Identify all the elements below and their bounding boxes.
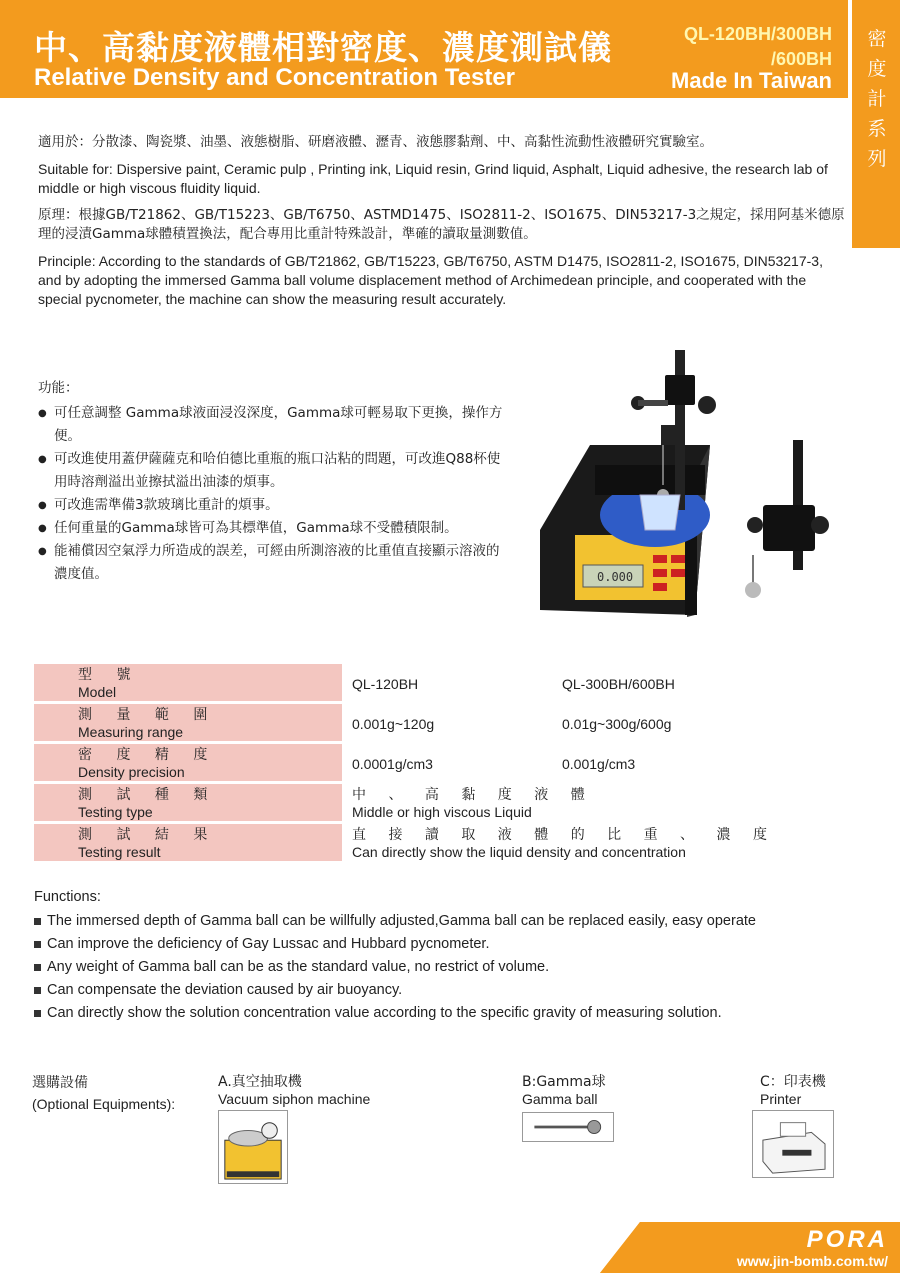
spec-row [34, 784, 824, 824]
beaker [640, 495, 680, 530]
spec-label-zh: 測 試 種 類 [78, 787, 218, 803]
option-b-en: Gamma ball [522, 1091, 598, 1107]
vacuum-siphon-image [218, 1110, 288, 1184]
spec-label-en: Density precision [78, 764, 185, 780]
function-en-item: Can compensate the deviation caused by air buoyancy. [34, 979, 834, 1002]
side-char: 度 [867, 58, 887, 80]
side-tab-density-series [850, 0, 900, 248]
printer-image [752, 1110, 834, 1178]
product-illustration [535, 345, 835, 645]
website-url[interactable]: www.jin-bomb.com.tw/ [736, 1253, 888, 1269]
features-zh [38, 377, 508, 586]
gamma-ball-spare [745, 582, 761, 598]
option-a-zh: A.真空抽取機 [218, 1074, 302, 1090]
intro-section [38, 133, 848, 317]
spec-label [34, 744, 342, 781]
spec-label [34, 784, 342, 821]
spec-label-zh: 型 號 [78, 667, 141, 683]
apply-zh: 適用於：分散漆、陶瓷漿、油墨、液態樹脂、研磨液體、瀝青、液態膠黏劑、中、高黏性流動性液體研究實驗室。 [38, 134, 713, 150]
spec-label [34, 824, 342, 861]
function-en-item: Can directly show the solution concentration value according to the specific gravity of measuring solution. [34, 1002, 834, 1025]
lcd-value: 0.000 [597, 570, 634, 584]
feature-zh-item: ● 可任意調整 Gamma球液面浸沒深度，Gamma球可輕易取下更換，操作方便。 [38, 402, 508, 448]
spec-value-wide [342, 784, 824, 821]
spec-value-wide [342, 824, 824, 861]
option-gamma-ball [522, 1074, 606, 1108]
option-c-zh: C：印表機 [760, 1074, 826, 1090]
spec-value-zh: 直 接 讀 取 液 體 的 比 重 、 濃 度 [352, 827, 776, 843]
spec-label-zh: 密 度 精 度 [78, 747, 218, 763]
side-char: 列 [867, 148, 887, 170]
spec-value-zh: 中 、 高 黏 度 液 體 [352, 787, 594, 803]
feature-zh-item: ● 可改進使用蓋伊薩薩克和哈伯德比重瓶的瓶口沾粘的問題，可改進Q88杯使用時溶劑溢出並擦拭溢出油漆的煩事。 [38, 448, 508, 494]
optional-equipment-label [32, 1073, 175, 1115]
optional-label-en: (Optional Equipments): [32, 1096, 176, 1112]
model-line-1: QL-120BH/300BH [683, 24, 832, 44]
spec-row [34, 664, 824, 704]
option-printer [760, 1074, 826, 1108]
pora-logo: PORA [806, 1226, 888, 1253]
spec-label-en: Measuring range [78, 724, 184, 740]
function-en-item: Any weight of Gamma ball can be as the standard value, no restrict of volume. [34, 956, 834, 979]
function-en-item: Can improve the deficiency of Gay Lussac and Hubbard pycnometer. [34, 933, 834, 956]
spec-value-300bh: 0.001g/cm3 [562, 756, 636, 772]
spec-value-300bh: 0.01g~300g/600g [562, 716, 672, 732]
title-en: Relative Density and Concentration Tester [34, 64, 516, 91]
title-zh: 中、高黏度液體相對密度、濃度測試儀 [34, 28, 612, 67]
spec-row [34, 744, 824, 784]
spec-value-300bh: QL-300BH/600BH [562, 676, 675, 692]
spec-label-zh: 測 量 範 圍 [78, 707, 218, 723]
spec-label-en: Testing result [78, 844, 161, 860]
functions-en [34, 886, 834, 1025]
option-c-en: Printer [760, 1091, 802, 1107]
side-char: 計 [867, 88, 887, 110]
spec-value-120bh: QL-120BH [352, 676, 419, 692]
spec-label-en: Model [78, 684, 117, 700]
principle-en: Principle: According to the standards of GB/T21862, GB/T15223, GB/T6750, ASTM D1475, ISO2811-2, ISO1675, DIN53217-3, and by adopting the immersed Gamma ball volume displacement method of Archimedean principle, and cooperated with the special pycnometer, the machine can show the measuring result accurately. [38, 253, 823, 307]
function-en-item: The immersed depth of Gamma ball can be willfully adjusted,Gamma ball can be replaced easily, easy operate [34, 910, 834, 933]
optional-label-zh: 選購設備 [32, 1075, 88, 1091]
apply-en: Suitable for: Dispersive paint, Ceramic pulp , Printing ink, Liquid resin, Grind liquid, Asphalt, Liquid adhesive, the research lab of middle or high viscous fluidity liquid. [38, 161, 828, 196]
principle-zh: 原理：根據GB/T21862、GB/T15223、GB/T6750、ASTMD1475、ISO2811-2、ISO1675、DIN53217-3之規定，採用阿基米德原理的浸漬Gamma球體積置換法，配合專用比重計特殊設計，準確的讀取量測數值。 [38, 207, 845, 242]
side-tab-label [852, 24, 900, 174]
option-a-en: Vacuum siphon machine [218, 1091, 371, 1107]
option-vacuum-siphon [218, 1074, 370, 1108]
made-in-label: Made In Taiwan [671, 68, 832, 93]
side-char: 密 [867, 28, 887, 50]
spec-value-120bh: 0.001g~120g [352, 716, 435, 732]
spec-row [34, 824, 824, 864]
header-banner [0, 0, 848, 98]
spec-label [34, 704, 342, 741]
feature-zh-item: ● 任何重量的Gamma球皆可為其標準值，Gamma球不受體積限制。 [38, 517, 508, 540]
feature-zh-item: ● 能補償因空氣浮力所造成的誤差，可經由所測溶液的比重值直接顯示溶液的濃度值。 [38, 540, 508, 586]
spec-value-120bh: 0.0001g/cm3 [352, 756, 433, 772]
spec-label [34, 664, 342, 701]
features-zh-heading: 功能： [38, 380, 79, 396]
spec-label-en: Testing type [78, 804, 153, 820]
spec-value-en: Can directly show the liquid density and concentration [352, 844, 686, 860]
functions-en-heading: Functions: [34, 889, 101, 905]
gamma-ball-image [522, 1112, 614, 1142]
spec-label-zh: 測 試 結 果 [78, 827, 218, 843]
option-b-zh: B:Gamma球 [522, 1074, 606, 1090]
side-char: 系 [867, 118, 887, 140]
spec-row [34, 704, 824, 744]
spec-table [34, 664, 824, 864]
stand-rod [675, 350, 685, 510]
feature-zh-item: ● 可改進需準備3款玻璃比重計的煩事。 [38, 494, 508, 517]
spec-value-en: Middle or high viscous Liquid [352, 804, 532, 820]
model-line-2: /600BH [770, 49, 832, 69]
model-number [684, 22, 832, 72]
